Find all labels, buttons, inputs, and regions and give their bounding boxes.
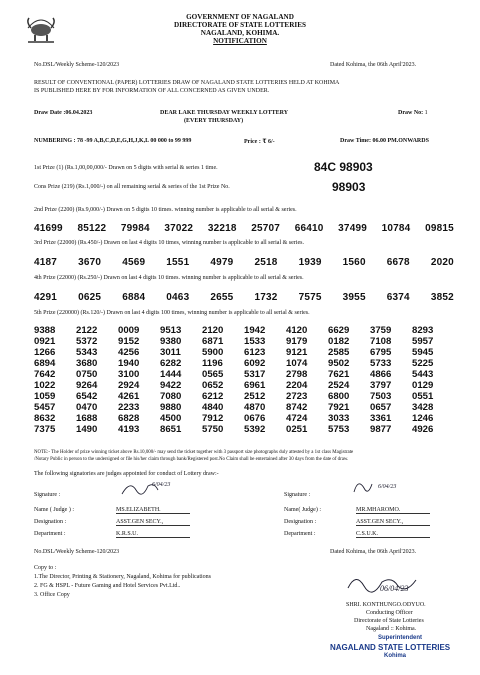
- prize4-number: 4291: [34, 292, 58, 303]
- prize5-number: 6894: [34, 358, 56, 369]
- prize2-number: 79984: [120, 223, 150, 234]
- cons-prize-text: Cons Prize (219) (Rs.1,000/-) on all remaining serial & series of the 1st Prize No.: [34, 184, 230, 190]
- prize4-number: 7575: [298, 292, 322, 303]
- prize3-number: 3670: [78, 257, 102, 268]
- gov-title: GOVERNMENT OF NAGALAND: [186, 13, 294, 21]
- officer-office: Directorate of State Lotteries: [354, 618, 424, 624]
- prize2-number: 37499: [338, 223, 367, 234]
- prize5-number: 2524: [328, 380, 350, 391]
- prize5-number: 1533: [244, 336, 266, 347]
- prize5-number: 7642: [34, 369, 56, 380]
- prize5-number: 2233: [118, 402, 140, 413]
- prize3-number: 4187: [34, 257, 58, 268]
- prize5-number: 3361: [370, 413, 392, 424]
- copy-item: 1.The Director, Printing & Stationery, Nagaland, Kohima for publications: [34, 574, 211, 580]
- prize5-number: 5957: [412, 336, 434, 347]
- prize5-number: 1022: [34, 380, 56, 391]
- prize5-number: 8632: [34, 413, 56, 424]
- prize5-number: 1942: [244, 325, 266, 336]
- prize5-number: 1266: [34, 347, 56, 358]
- price: Price : ₹ 6/-: [244, 139, 275, 145]
- prize5-number: 5753: [328, 424, 350, 435]
- judge-right-signature-date: 6/04/23: [378, 484, 397, 490]
- prize5-number: 1059: [34, 391, 56, 402]
- prize5-number: 8742: [286, 402, 308, 413]
- prize3-number: 2518: [254, 257, 278, 268]
- judge-left-signature-date: 6/04/23: [152, 482, 171, 488]
- prize5-number: 2924: [118, 380, 140, 391]
- prize5-number: 5750: [202, 424, 224, 435]
- judge-right-name: MR.MHAROMO.: [356, 507, 430, 514]
- draw-date: Draw Date :06.04.2023: [34, 110, 93, 116]
- prize4-number: 1732: [254, 292, 278, 303]
- prize5-number: 6871: [202, 336, 224, 347]
- prize5-number: 4866: [370, 369, 392, 380]
- lottery-subtitle: (EVERY THURSDAY): [184, 118, 244, 124]
- prize5-number: 1940: [118, 358, 140, 369]
- prize5-number: 5317: [244, 369, 266, 380]
- draw-time: Draw Time: 06.00 PM.ONWARDS: [340, 138, 429, 144]
- prize5-number: 3011: [160, 347, 181, 358]
- prize5-number: 4840: [202, 402, 224, 413]
- prize5-number: 8293: [412, 325, 434, 336]
- prize5-number: 5945: [412, 347, 434, 358]
- prize5-number: 7912: [202, 413, 224, 424]
- prize5-number: 1444: [160, 369, 182, 380]
- officer-name: SHRI. KONTHUNGO.ODYUO.: [346, 602, 426, 608]
- intro-line-1: RESULT OF CONVENTIONAL (PAPER) LOTTERIES DRAW OF NAGALAND STATE LOTTERIES HELD AT KOHIMA: [34, 80, 340, 86]
- prize2-text: 2nd Prize (2200) (Rs.9,000/-) Drawn on 5 digits 10 times. winning number is applicable to all serial & series.: [34, 207, 297, 213]
- prize2-number: 10784: [381, 223, 411, 234]
- stamp-kohima: Kohima: [384, 653, 407, 659]
- prize4-text: 4th Prize (22000) (Rs.250/-) Drawn on last 4 digits 10 times. winning number is applicable to all serial & series.: [34, 275, 304, 281]
- judge-left-designation: ASST.GEN SECY.,: [116, 519, 190, 526]
- draw-number-label: Draw No:: [398, 110, 424, 116]
- prize5-number: 3759: [370, 325, 392, 336]
- prize1-number: 84C 98903: [314, 160, 373, 174]
- numbering: NUMBERING : 78 -99 A,B,C,D,E,G,H,J,K,L 00 000 to 99 999: [34, 138, 192, 144]
- prize5-number: 6961: [244, 380, 266, 391]
- prize5-number: 3797: [370, 380, 392, 391]
- prize5-number: 3033: [328, 413, 350, 424]
- prize5-number: 7108: [370, 336, 392, 347]
- note-line-2: /Notary Public in person to the undersigned or file his/her claim through bank/Registered post.No Claim shall be entertained after 30 days from the date of draw.: [34, 457, 349, 462]
- prize5-number: 4926: [412, 424, 434, 435]
- prize5-number: 0129: [412, 380, 434, 391]
- copy-to-label: Copy to :: [34, 565, 57, 571]
- prize5-number: 7080: [160, 391, 182, 402]
- prize5-number: 0565: [202, 369, 224, 380]
- directorate-title: DIRECTORATE OF STATE LOTTERIES: [173, 21, 306, 29]
- prize5-number: 1490: [76, 424, 98, 435]
- prize5-number: 6212: [202, 391, 224, 402]
- prize5-number: 0676: [244, 413, 266, 424]
- prize2-number: 09815: [425, 223, 454, 234]
- prize5-number: 5392: [244, 424, 266, 435]
- prize5-number: 0652: [202, 380, 224, 391]
- prize5-number: 9264: [76, 380, 98, 391]
- prize5-number: 2512: [244, 391, 266, 402]
- notification-title: [0, 37, 480, 45]
- prize5-number: 6123: [244, 347, 266, 358]
- prize5-grid: [34, 325, 454, 435]
- prize3-number: 4979: [210, 257, 234, 268]
- prize4-number: 3852: [430, 292, 454, 303]
- prize2-number: 37022: [164, 223, 194, 234]
- prize2-number: 32218: [207, 223, 237, 234]
- draw-number-value: 1: [424, 110, 428, 116]
- officer-signature-date: 06/04/23: [380, 584, 409, 593]
- prize5-number: 9513: [160, 325, 182, 336]
- prize5-number: 6828: [118, 413, 140, 424]
- prize2-number: 41699: [34, 223, 63, 234]
- prize5-number: 2585: [328, 347, 350, 358]
- prize5-number: 0009: [118, 325, 140, 336]
- prize5-number: 9179: [286, 336, 308, 347]
- judge-right-department-label: Department :: [284, 531, 316, 537]
- prize4-number: 6884: [122, 292, 146, 303]
- prize5-number: 4261: [118, 391, 140, 402]
- prize3-number: 1560: [342, 257, 366, 268]
- reference-number-2: No.DSL/Weekly Scheme-120/2023: [34, 549, 120, 555]
- prize5-number: 9502: [328, 358, 350, 369]
- note-line-1: NOTE:- The Holder of prize winning ticket above Rs.10,000/- may send the ticket together with 3 passport size photographs duly attested by a 1st class Magistrate: [34, 450, 354, 455]
- prize3-numbers: [34, 257, 454, 268]
- prize5-number: 4193: [118, 424, 140, 435]
- prize5-number: 0750: [76, 369, 98, 380]
- prize5-number: 2120: [202, 325, 224, 336]
- prize5-number: 0657: [370, 402, 392, 413]
- prize3-number: 1551: [166, 257, 190, 268]
- prize5-number: 7503: [370, 391, 392, 402]
- prize3-number: 6678: [386, 257, 410, 268]
- prize5-number: 8651: [160, 424, 182, 435]
- prize5-number: 7621: [328, 369, 350, 380]
- officer-title: Conducting Officer: [366, 610, 413, 616]
- notification-label: NOTIFICATION: [213, 37, 267, 45]
- judges-intro: The following signatories are judges appointed for conduct of Lottery draw:-: [34, 471, 219, 477]
- intro-line-2: IS PUBLISHED HERE BY FOR INFORMATION OF ALL CONCERNED AS GIVEN UNDER.: [34, 88, 270, 94]
- prize5-number: 0470: [76, 402, 98, 413]
- copy-item: 3. Office Copy: [34, 592, 70, 598]
- officer-place: Nagaland :: Kohima.: [366, 626, 417, 632]
- prize3-number: 4569: [122, 257, 146, 268]
- prize5-number: 2798: [286, 369, 308, 380]
- prize5-number: 4500: [160, 413, 182, 424]
- prize5-number: 5900: [202, 347, 224, 358]
- prize5-number: 2723: [286, 391, 308, 402]
- prize5-number: 5343: [76, 347, 98, 358]
- judge-left-signature-label: Signature :: [34, 492, 61, 498]
- prize4-number: 3955: [342, 292, 366, 303]
- prize4-numbers: [34, 292, 454, 303]
- judge-right-designation-label: Designation :: [284, 519, 317, 525]
- prize5-number: 6542: [76, 391, 98, 402]
- prize2-number: 66410: [294, 223, 324, 234]
- prize5-number: 6629: [328, 325, 350, 336]
- judge-right-department: C.S.U.K.: [356, 531, 430, 538]
- cons-prize-number: 98903: [332, 180, 366, 194]
- prize5-number: 6282: [160, 358, 182, 369]
- prize5-number: 5457: [34, 402, 56, 413]
- prize5-number: 9877: [370, 424, 392, 435]
- prize5-number: 4120: [286, 325, 308, 336]
- prize5-number: 4870: [244, 402, 266, 413]
- prize3-number: 2020: [430, 257, 454, 268]
- prize5-number: 3428: [412, 402, 434, 413]
- prize5-number: 9380: [160, 336, 182, 347]
- prize5-number: 4256: [118, 347, 140, 358]
- prize5-number: 9880: [160, 402, 182, 413]
- prize5-number: 1688: [76, 413, 98, 424]
- prize5-number: 9152: [118, 336, 140, 347]
- prize5-number: 0182: [328, 336, 350, 347]
- prize5-number: 3100: [118, 369, 140, 380]
- judge-left-name-label: Name ( Judge ) :: [34, 507, 74, 513]
- prize5-number: 9121: [286, 347, 308, 358]
- dated-line-2: Dated Kohima, the 06th April'2023.: [330, 549, 417, 555]
- prize5-text: 5th Prize (220000) (Rs.120/-) Drawn on last 4 digits 100 times, winning number is applicable to all serial & series.: [34, 310, 310, 316]
- prize5-number: 5372: [76, 336, 98, 347]
- location-title: NAGALAND, KOHIMA.: [200, 29, 280, 37]
- judge-left-designation-label: Designation :: [34, 519, 67, 525]
- prize5-number: 2122: [76, 325, 98, 336]
- judge-right-name-label: Name( Judge) :: [284, 507, 321, 513]
- dated-line: Dated Kohima, the 06th April'2023.: [330, 62, 417, 68]
- lottery-name: DEAR LAKE THURSDAY WEEKLY LOTTERY: [160, 110, 289, 116]
- prize5-number: 0921: [34, 336, 56, 347]
- prize5-number: 9422: [160, 380, 182, 391]
- prize5-number: 6800: [328, 391, 350, 402]
- prize5-number: 0551: [412, 391, 434, 402]
- prize5-number: 5225: [412, 358, 434, 369]
- prize4-number: 6374: [386, 292, 410, 303]
- prize5-number: 5443: [412, 369, 434, 380]
- prize4-number: 0463: [166, 292, 190, 303]
- prize5-number: 5733: [370, 358, 392, 369]
- judge-left-name: MS.ELIZABETH.: [116, 507, 190, 514]
- judge-right-designation: ASST.GEN SECY.,: [356, 519, 430, 526]
- prize5-number: 0251: [286, 424, 308, 435]
- prize5-number: 3680: [76, 358, 98, 369]
- prize3-text: 3rd Prize (22000) (Rs.450/-) Drawn on last 4 digits 10 times, winning number is applicable to all serial & series.: [34, 240, 304, 246]
- prize5-number: 1246: [412, 413, 434, 424]
- prize5-number: 1196: [202, 358, 223, 369]
- draw-number: [398, 110, 428, 116]
- prize5-number: 4724: [286, 413, 308, 424]
- reference-number: No.DSL/Weekly Scheme-120/2023: [34, 62, 120, 68]
- prize4-number: 2655: [210, 292, 234, 303]
- judge-left-department: K.R.S.U.: [116, 531, 190, 538]
- judge-right-signature-label: Signature :: [284, 492, 311, 498]
- prize1-text: 1st Prize (1) (Rs.1,00,00,000/- Drawn on 5 digits with serial & series 1 time.: [34, 165, 218, 171]
- prize5-number: 6795: [370, 347, 392, 358]
- prize2-numbers: [34, 223, 454, 234]
- stamp-superintendent: Superintendent: [378, 635, 423, 641]
- prize5-number: 7375: [34, 424, 56, 435]
- prize3-number: 1939: [298, 257, 322, 268]
- prize5-number: 1074: [286, 358, 308, 369]
- copy-item: 2. FG & HSPL - Future Gaming and Hotel Services Pvt.Ltd..: [34, 583, 181, 589]
- prize2-number: 25707: [251, 223, 281, 234]
- prize5-number: 6092: [244, 358, 266, 369]
- prize2-number: 85122: [77, 223, 107, 234]
- prize5-number: 9388: [34, 325, 56, 336]
- prize5-number: 7921: [328, 402, 350, 413]
- stamp-nagaland-state-lotteries: NAGALAND STATE LOTTERIES: [330, 643, 451, 652]
- prize4-number: 0625: [78, 292, 102, 303]
- judge-left-department-label: Department :: [34, 531, 66, 537]
- prize5-number: 2204: [286, 380, 308, 391]
